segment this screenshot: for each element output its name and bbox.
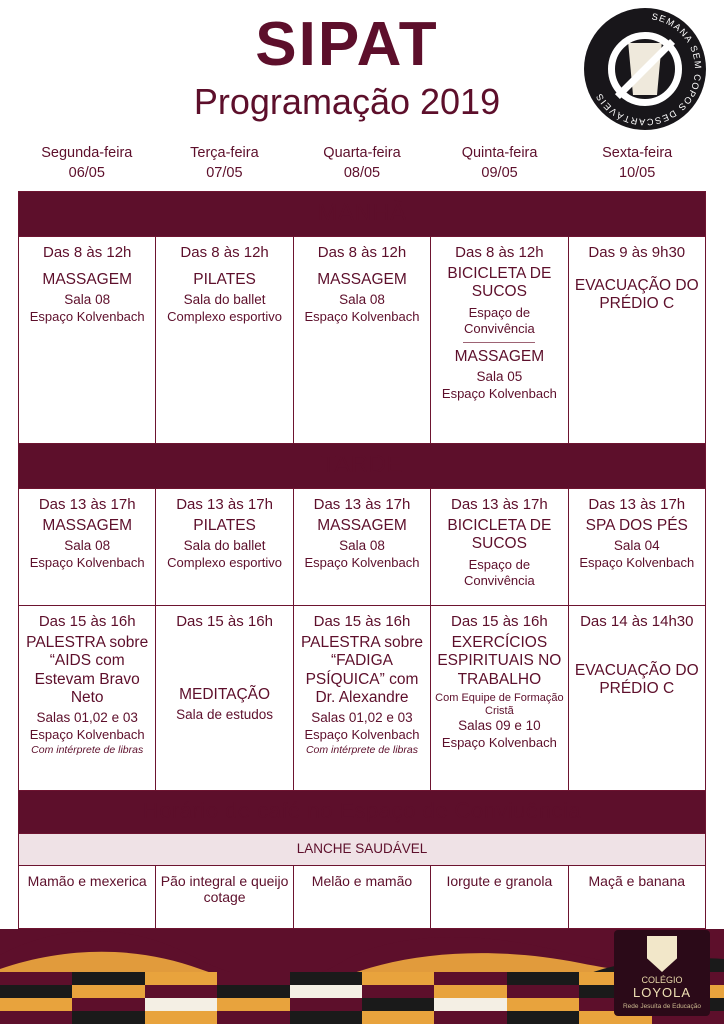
activity-label-2: MASSAGEM xyxy=(454,348,545,366)
cell-aft1-friday xyxy=(568,489,705,606)
sub-label: Com Equipe de Formação Cristã xyxy=(435,691,564,718)
time-label: Das 13 às 17h xyxy=(313,496,411,514)
cell-aft2-monday xyxy=(19,606,156,791)
time-label: Das 8 às 12h xyxy=(455,244,544,262)
schedule-table xyxy=(18,191,706,929)
day-name: Sexta-feira xyxy=(602,145,673,161)
time-label: Das 8 às 12h xyxy=(317,244,407,262)
cell-morning-friday xyxy=(568,237,705,444)
activity-label: MASSAGEM xyxy=(317,271,407,289)
place-label-2: Espaço Kolvenbach xyxy=(441,386,557,402)
note-label: Com intérprete de libras xyxy=(31,744,144,757)
room-label: Salas 01,02 e 03 xyxy=(36,710,138,726)
room-label: Sala do ballet xyxy=(183,292,266,308)
activity-label: PILATES xyxy=(193,271,256,289)
snack-friday: Maçã e banana xyxy=(568,866,705,929)
poster-header xyxy=(0,0,724,140)
place-label: Espaço Kolvenbach xyxy=(304,555,420,571)
cell-morning-wednesday xyxy=(293,237,430,444)
band-morning-row xyxy=(19,192,706,237)
band-snack-row xyxy=(19,834,706,866)
time-label: Das 8 às 12h xyxy=(180,244,269,262)
band-coffee-label: Horário de café no Espaço de Conviuência xyxy=(19,791,706,834)
day-date: 10/05 xyxy=(619,164,656,181)
place-label: Espaço Kolvenbach xyxy=(29,727,145,743)
day-name: Quinta-feira xyxy=(461,145,538,161)
activity-label: PALESTRA sobre “FADIGA PSÍQUICA” com Dr. Alexandre xyxy=(300,634,423,706)
time-label: Das 14 às 14h30 xyxy=(580,613,694,631)
place-label: Espaço Kolvenbach xyxy=(29,309,145,325)
snack-tuesday: Pão integral e queijo cotage xyxy=(156,866,293,929)
activity-label: BICICLETA DE SUCOS xyxy=(447,517,552,553)
activity-label: MASSAGEM xyxy=(317,517,407,535)
day-header-friday xyxy=(568,140,706,191)
activity-label: PILATES xyxy=(193,517,256,535)
day-name: Segunda-feira xyxy=(41,145,133,161)
day-header-thursday xyxy=(431,140,569,191)
room-label: Sala 08 xyxy=(64,292,111,308)
room-label: Sala do ballet xyxy=(183,538,266,554)
no-disposable-cup-icon xyxy=(584,8,706,130)
activity-label: MASSAGEM xyxy=(42,517,132,535)
activity-label: EVACUAÇÃO DO PRÉDIO C xyxy=(574,662,699,698)
day-header-row xyxy=(18,140,706,191)
day-date: 07/05 xyxy=(206,164,243,181)
room-label: Salas 01,02 e 03 xyxy=(311,710,413,726)
time-label: Das 13 às 17h xyxy=(176,496,273,514)
place-label: Complexo esportivo xyxy=(167,555,283,571)
time-label: Das 15 às 16h xyxy=(451,613,548,631)
afternoon-second-row xyxy=(19,606,706,791)
day-date: 06/05 xyxy=(68,164,105,181)
shield-icon xyxy=(647,936,677,972)
snack-row xyxy=(19,866,706,929)
place-label: Espaço Kolvenbach xyxy=(579,555,695,571)
band-morning-label: MANHÃ xyxy=(19,192,706,237)
cell-aft1-wednesday xyxy=(293,489,430,606)
morning-row xyxy=(19,237,706,444)
time-label: Das 15 às 16h xyxy=(38,613,136,631)
place-label: Espaço Kolvenbach xyxy=(441,735,557,751)
room-label: Sala 04 xyxy=(613,538,660,554)
day-name: Terça-feira xyxy=(190,145,259,161)
place-label: Complexo esportivo xyxy=(167,309,283,325)
room-label: Sala 08 xyxy=(339,292,385,308)
cell-aft2-wednesday xyxy=(293,606,430,791)
activity-label: BICICLETA DE SUCOS xyxy=(447,265,552,301)
room-label-2: Sala 05 xyxy=(476,369,523,385)
activity-label: SPA DOS PÉS xyxy=(585,517,688,535)
snack-thursday: Iorgute e granola xyxy=(431,866,568,929)
brand-tagline: Rede Jesuíta de Educação xyxy=(622,1003,702,1010)
school-logo xyxy=(614,930,710,1016)
time-label: Das 13 às 17h xyxy=(588,496,686,514)
place-label: Espaço de Convivência xyxy=(463,556,535,588)
cell-aft1-monday xyxy=(19,489,156,606)
activity-label: PALESTRA sobre “AIDS com Estevam Bravo Neto xyxy=(26,634,149,706)
time-label: Das 15 às 16h xyxy=(176,613,273,631)
band-coffee-row xyxy=(19,791,706,834)
schedule-grid xyxy=(18,140,706,929)
time-label: Das 13 às 17h xyxy=(38,496,136,514)
band-snack-label: LANCHE SAUDÁVEL xyxy=(19,834,706,866)
cell-aft2-thursday xyxy=(431,606,568,791)
place-label: Espaço Kolvenbach xyxy=(29,555,145,571)
day-header-wednesday xyxy=(293,140,431,191)
activity-label: MASSAGEM xyxy=(42,271,132,289)
day-header-tuesday xyxy=(156,140,294,191)
cell-morning-monday xyxy=(19,237,156,444)
room-label: Sala 08 xyxy=(339,538,385,554)
note-label: Com intérprete de libras xyxy=(305,744,418,757)
page-subtitle: Programação 2019 xyxy=(193,81,501,122)
time-label: Das 15 às 16h xyxy=(313,613,411,631)
cell-morning-thursday xyxy=(431,237,568,444)
cell-morning-tuesday xyxy=(156,237,293,444)
place-label: Espaço de Convivência xyxy=(463,304,535,336)
day-date: 08/05 xyxy=(343,164,381,181)
cell-aft2-friday xyxy=(568,606,705,791)
day-header-monday xyxy=(18,140,156,191)
place-label: Espaço Kolvenbach xyxy=(304,727,420,743)
place-label: Espaço Kolvenbach xyxy=(304,309,420,325)
snack-wednesday: Melão e mamão xyxy=(293,866,430,929)
time-label: Das 9 às 9h30 xyxy=(588,244,686,262)
cell-aft2-tuesday xyxy=(156,606,293,791)
time-label: Das 13 às 17h xyxy=(451,496,548,514)
day-name: Quarta-feira xyxy=(323,145,401,161)
room-label: Sala 08 xyxy=(64,538,111,554)
band-afternoon-row xyxy=(19,444,706,489)
brand-name: LOYOLA xyxy=(632,985,692,1000)
cell-divider xyxy=(463,342,535,343)
room-label: Sala de estudos xyxy=(176,707,273,723)
logo-ring-label: SEMANA SEM COPOS DESCARTÁVEIS xyxy=(593,11,704,128)
activity-label: EVACUAÇÃO DO PRÉDIO C xyxy=(574,277,699,313)
footer-decoration xyxy=(0,929,724,1024)
day-date: 09/05 xyxy=(481,164,518,181)
brand-pre: COLÉGIO xyxy=(641,975,683,985)
band-afternoon-label: TARDE xyxy=(19,444,706,489)
activity-label: EXERCÍCIOS ESPIRITUAIS NO TRABALHO xyxy=(437,634,562,688)
afternoon-first-row xyxy=(19,489,706,606)
snack-monday: Mamão e mexerica xyxy=(19,866,156,929)
activity-label: MEDITAÇÃO xyxy=(179,686,271,704)
page-title: SIPAT xyxy=(255,10,439,79)
time-label: Das 8 às 12h xyxy=(43,244,132,262)
cell-aft1-tuesday xyxy=(156,489,293,606)
cell-aft1-thursday xyxy=(431,489,568,606)
room-label: Salas 09 e 10 xyxy=(458,718,541,734)
